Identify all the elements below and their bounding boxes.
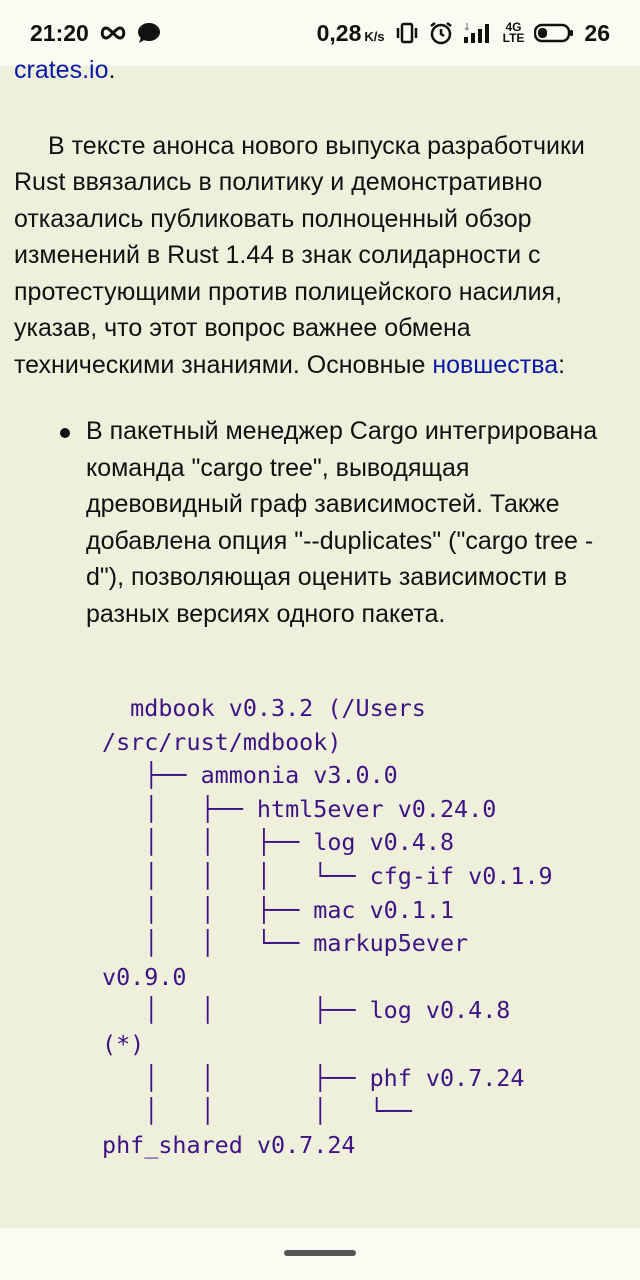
status-bar-left [30, 20, 161, 47]
crates-io-link[interactable]: crates.io [14, 56, 109, 84]
network-type-top: 4G [505, 20, 522, 34]
crates-io-suffix: . [108, 56, 116, 84]
announcement-paragraph [14, 128, 626, 384]
battery-level: 26 [584, 19, 610, 46]
features-link[interactable]: новшества [432, 350, 559, 379]
announcement-suffix: : [558, 350, 566, 379]
crates-io-line [14, 52, 626, 89]
network-type-bottom: LTE [502, 31, 525, 45]
feature-list [14, 413, 626, 632]
gesture-handle[interactable] [284, 1250, 356, 1256]
network-speed-unit: K/s [364, 28, 385, 44]
network-speed-value: 0,28 [316, 19, 362, 46]
alarm-icon [429, 21, 453, 45]
chat-bubble-icon [137, 22, 161, 44]
network-type [503, 22, 525, 44]
status-bar-right [317, 20, 610, 47]
announcement-text: В тексте анонса нового выпуска разработчики Rust ввязались в политику и демонстративно отказались публиковать полноценный обзор изменений в Rust 1.44 в знак солидарности с протестующими против полицейского насилия, указав, что этот вопрос важнее обмена техническими знаниями. Основные [14, 131, 585, 379]
code-block: mdbook v0.3.2 (/Users /src/rust/mdbook) ├── ammonia v3.0.0 │ ├── html5ever v0.24.0 │ │ ├── log v0.4.8 │ │ │ └── cfg-if v0.1.9 │ │ ├── mac v0.1.1 │ │ └── markup5ever v0.9.0 │ │ ├── log v0.4.8 (*) │ │ ├── phf v0.7.24 │ │ │ └── phf_shared v0.7.24 [102, 694, 553, 1159]
clock: 21:20 [30, 19, 89, 46]
article-content [0, 52, 640, 1162]
signal-icon [463, 22, 493, 44]
navigation-bar [0, 1228, 640, 1280]
battery-icon [534, 23, 574, 43]
vibrate-icon [395, 22, 419, 44]
network-speed [317, 20, 385, 47]
list-item: В пакетный менеджер Cargo интегрирована команда "cargo tree", выводящая древовидный граф зависимостей. Также добавлена опция "--duplicates" ("cargo tree -d"), позволяющая оценить зависимости в разных версиях одного пакета. [86, 413, 626, 632]
infinity-icon [99, 25, 127, 41]
